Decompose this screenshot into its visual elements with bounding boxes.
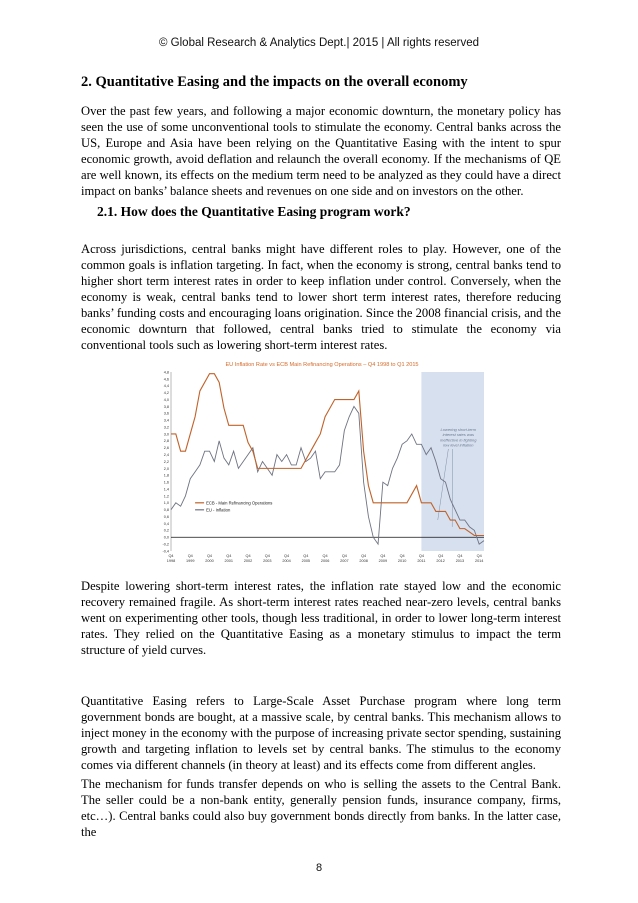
qe-period-shading	[421, 372, 484, 551]
x-tick-label: 2000	[205, 559, 214, 563]
y-tick-label: 3,8	[163, 404, 169, 409]
section-heading: 2. Quantitative Easing and the impacts on the overall economy	[81, 74, 468, 90]
y-tick-label: 1,2	[163, 494, 169, 499]
y-tick-label: 2,4	[163, 453, 169, 458]
x-tick-label: 2001	[224, 559, 234, 563]
x-tick-label: 2003	[263, 559, 272, 563]
x-tick-label: Q4	[226, 554, 232, 558]
x-tick-label: Q4	[438, 554, 444, 558]
chart-title: EU Inflation Rate vs ECB Main Refinancing Operations – Q4 1998 to Q1 2015	[225, 362, 419, 368]
y-tick-label: 4,8	[163, 370, 169, 375]
x-tick-label: Q4	[206, 554, 213, 558]
paragraph-qe-definition: Quantitative Easing refers to Large-Scale Asset Purchase program where long term government bonds are bought, at a massive scale, by central banks. This mechanism allows to inject money in the economy with the purpose of increasing private sector spending, sustaining growth and targeting inflation to levels set by central banks. The stimulus to the economy comes via different channels (in theory at least) and its effects come from different angles.	[81, 694, 561, 772]
x-tick-label: 2004	[282, 559, 291, 563]
y-tick-label: 4,2	[163, 391, 169, 396]
paragraph-inflation-targeting: Across jurisdictions, central banks might have different roles to play. However, one of the common goals is inflation targeting. In fact, when the economy is strong, central banks tend to higher short term interest rates in order to keep inflation under control. Conversely, when the economy is weak, central banks tend to lower short term interest rates, therefore reducing banks’ funding costs and encouraging loans origination. Since the 2008 financial crisis, and the economic downturn that followed, central banks tried to stimulate the economy via conventional tools such as lowering short-term interest rates.	[81, 242, 561, 352]
y-tick-label: 2,6	[163, 446, 169, 451]
page-header: © Global Research & Analytics Dept.| 2015 | All rights reserved	[159, 37, 479, 49]
x-tick-label: 2013	[455, 559, 465, 563]
y-tick-label: 2,0	[163, 466, 169, 471]
y-tick-label: 4,4	[163, 384, 169, 389]
x-tick-label: Q4	[284, 554, 290, 558]
inflation-vs-refinancing-chart	[150, 352, 495, 568]
y-tick-label: 1,6	[163, 480, 169, 485]
annotation-text: interest rates was	[442, 432, 475, 438]
y-tick-label: 1,8	[163, 473, 169, 478]
y-tick-label: 0,0	[163, 535, 169, 540]
y-tick-label: 4,6	[163, 377, 169, 382]
x-axis-ticks	[167, 554, 484, 563]
x-tick-label: Q4	[418, 554, 424, 558]
legend-label: ECB - Main Refinancing Operations	[206, 500, 273, 506]
x-tick-label: Q4	[187, 554, 193, 558]
x-tick-label: Q4	[264, 554, 270, 558]
x-tick-label: 2009	[378, 559, 388, 563]
y-tick-label: 1,0	[163, 501, 169, 506]
chart-legend	[195, 500, 272, 512]
x-tick-label: Q4	[168, 554, 174, 558]
y-tick-label: 2,8	[163, 439, 169, 444]
x-tick-label: 1999	[186, 559, 195, 563]
x-tick-label: Q4	[245, 554, 251, 558]
y-tick-label: -0,2	[162, 542, 169, 547]
y-tick-label: 1,4	[163, 487, 169, 492]
y-tick-label: 3,2	[163, 425, 169, 430]
annotation-text: ineffective in fighting	[440, 437, 477, 443]
x-tick-label: 2005	[301, 559, 311, 563]
x-tick-label: 2008	[359, 559, 368, 563]
y-axis-ticks	[162, 370, 169, 553]
y-tick-label: 2,2	[163, 459, 169, 464]
legend-label: EU - Inflation	[206, 507, 231, 513]
x-tick-label: 2007	[340, 559, 349, 563]
x-tick-label: 2006	[320, 559, 330, 563]
x-tick-label: Q4	[476, 554, 482, 558]
paragraph-rates-low: Despite lowering short-term interest rates, the inflation rate stayed low and the economic recovery remained fragile. As short-term interest rates reached near-zero levels, central banks went on experimenting other tools, though less traditional, in order to lower long-term interest rates. They relied on the Quantitative Easing as a monetary stimulus to impact the term structure of yield curves.	[81, 579, 561, 657]
paragraph-funds-transfer: The mechanism for funds transfer depends on who is selling the assets to the Central Bank. The seller could be a non-bank entity, generally pension funds, insurance company, firms, etc…). Central banks could also buy government bonds directly from banks. In the latter case, the	[81, 777, 561, 839]
x-tick-label: 2012	[436, 559, 445, 563]
x-tick-label: Q4	[380, 554, 386, 558]
annotation-text: Lowering short-term	[440, 427, 477, 432]
y-tick-label: -0,4	[162, 549, 169, 554]
x-tick-label: Q4	[303, 554, 309, 558]
x-tick-label: Q4	[322, 554, 328, 558]
x-tick-label: 1998	[166, 559, 176, 563]
y-tick-label: 0,6	[163, 514, 169, 519]
y-tick-label: 3,0	[163, 432, 169, 437]
y-tick-label: 0,4	[163, 521, 169, 526]
x-tick-label: 2011	[417, 559, 426, 563]
y-tick-label: 3,6	[163, 411, 169, 416]
annotation-text: low level inflation	[443, 442, 474, 448]
x-tick-label: 2002	[243, 559, 253, 563]
y-tick-label: 0,2	[163, 528, 169, 533]
page-number: 8	[315, 862, 323, 874]
section-intro-paragraph: Over the past few years, and following a major economic downturn, the monetary policy has seen the use of some unconventional tools to stimulate the economy. Central banks across the US, Europe and Asia have been relying on the Quantitative Easing with the intent to spur economic growth, avoid deflation and relaunch the overall economy. If the mechanisms of QE are well known, its effects on the medium term need to be analyzed as they could have a direct impact on banks’ balance sheets and revenues on one side and on investors on the other.	[81, 104, 561, 198]
y-tick-label: 4,0	[163, 397, 169, 402]
x-tick-label: Q4	[457, 554, 463, 558]
subsection-heading: 2.1. How does the Quantitative Easing program work?	[97, 204, 411, 219]
y-tick-label: 0,8	[163, 508, 169, 513]
x-tick-label: 2010	[397, 559, 407, 563]
x-tick-label: Q4	[399, 554, 405, 558]
x-tick-label: Q4	[341, 554, 347, 558]
y-tick-label: 3,4	[163, 418, 169, 423]
x-tick-label: Q4	[361, 554, 367, 558]
x-tick-label: 2014	[474, 559, 484, 563]
